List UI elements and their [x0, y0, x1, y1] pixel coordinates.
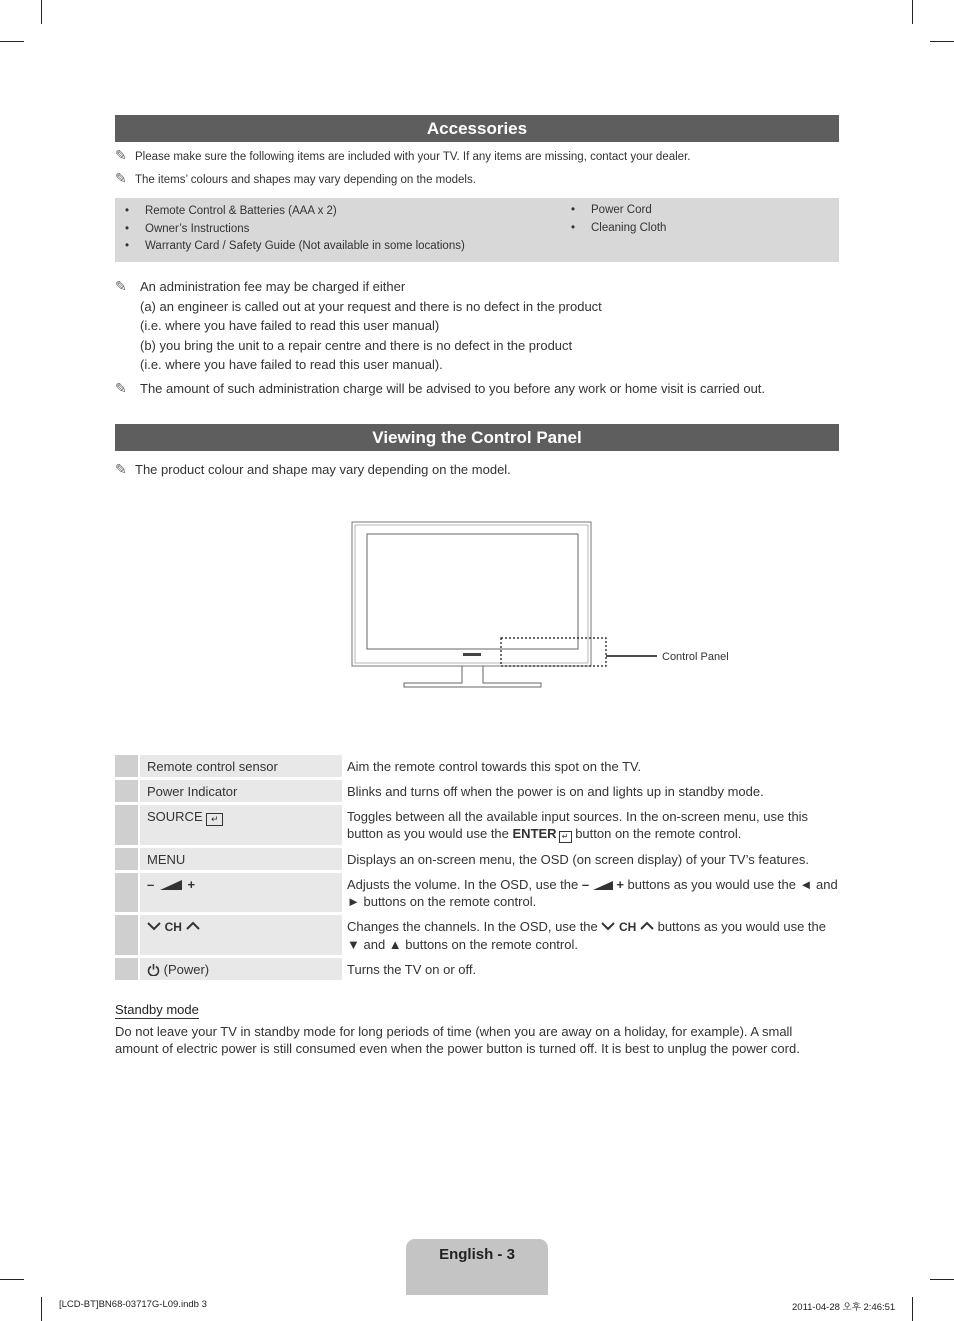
crop-mark: [912, 1297, 913, 1321]
table-row: [115, 755, 839, 777]
tv-bezel: [352, 522, 591, 666]
note-text: The product colour and shape may vary depending on the model.: [135, 462, 511, 477]
fee-line: (i.e. where you have failed to read this user manual).: [140, 357, 443, 372]
power-icon: [147, 963, 160, 976]
crop-mark: [930, 41, 954, 42]
chevron-down-icon: [601, 921, 615, 931]
accessories-list-box: [115, 198, 839, 262]
fee-final: The amount of such administration charge will be advised to you before any work or home visit is carried out.: [140, 380, 766, 396]
table-row: [115, 873, 839, 912]
row-marker: [115, 848, 138, 870]
page-number-tab: [406, 1239, 548, 1295]
fee-line: (i.e. where you have failed to read this user manual): [140, 318, 440, 333]
row-description: Displays an on-screen menu, the OSD (on screen display) of your TV’s features.: [347, 852, 809, 867]
control-panel-heading: Viewing the Control Panel: [115, 424, 839, 451]
page-label: English - 3: [439, 1246, 515, 1263]
source-label: SOURCE: [147, 809, 203, 824]
row-label: [138, 873, 342, 912]
tv-screen: [367, 534, 578, 649]
volume-plus-icon: +: [612, 877, 624, 892]
row-label: [138, 915, 342, 955]
list-item: • Warranty Card / Safety Guide (Not available in some locations): [115, 238, 465, 256]
row-marker: [115, 873, 138, 912]
enter-label: ENTER: [512, 826, 557, 841]
tv-diagram: [340, 515, 760, 695]
power-label: (Power): [163, 962, 210, 977]
pencil-note-icon: ✎: [115, 147, 127, 163]
fee-line: (a) an engineer is called out at your request and there is no defect in the product: [140, 298, 602, 314]
table-row: [115, 805, 839, 845]
row-description: [342, 873, 839, 912]
table-row: [115, 848, 839, 870]
row-marker: [115, 915, 138, 955]
list-item: • Owner’s Instructions: [115, 221, 465, 239]
volume-plus-icon: +: [187, 877, 196, 892]
table-row: [115, 780, 839, 802]
table-row: [115, 958, 839, 980]
channel-label: CH: [619, 920, 637, 934]
accessories-list-right: [561, 202, 666, 237]
list-item: • Remote Control & Batteries (AAA x 2): [115, 203, 465, 221]
desc-text: buttons as you would use the ◄ and ► buttons on the remote control.: [347, 877, 838, 909]
pencil-note-icon: ✎: [115, 461, 127, 477]
desc-text: Changes the channels. In the OSD, use the: [347, 919, 602, 934]
row-label: [138, 805, 342, 845]
footer-timestamp: 2011-04-28 오후 2:46:51: [792, 1302, 896, 1313]
pencil-note-icon: ✎: [115, 170, 127, 186]
control-panel-table: [115, 752, 839, 983]
volume-minus-icon: –: [147, 877, 155, 892]
crop-mark: [41, 1297, 42, 1321]
row-label: Remote control sensor: [138, 755, 342, 777]
source-icon: ↵: [206, 813, 223, 826]
accessories-note: [115, 147, 690, 164]
footer-file-name: [LCD-BT]BN68-03717G-L09.indb 3: [59, 1299, 207, 1310]
pencil-note-icon: ✎: [115, 278, 127, 294]
volume-icon: [160, 880, 182, 890]
chevron-down-icon: [147, 921, 161, 931]
standby-mode-text: Do not leave your TV in standby mode for long periods of time (when you are away on a holiday, for example). A small amount of electric power is still consumed even when the power button is turned off. It is best to unplug the power cord.: [115, 1024, 800, 1056]
row-description: Blinks and turns off when the power is on and lights up in standby mode.: [347, 784, 764, 799]
row-description: [342, 805, 839, 845]
list-item: • Power Cord: [561, 202, 666, 220]
row-label: MENU: [138, 848, 342, 870]
list-item: • Cleaning Cloth: [561, 220, 666, 238]
desc-text: buttons as you would use the ▼ and ▲ buttons on the remote control.: [347, 919, 826, 952]
desc-text: Adjusts the volume. In the OSD, use the: [347, 877, 582, 892]
row-description: Turns the TV on or off.: [347, 962, 477, 977]
accessories-note: [115, 170, 476, 187]
row-marker: [115, 755, 138, 777]
row-label: [138, 958, 342, 980]
chevron-up-icon: [640, 921, 654, 931]
table-row: [115, 915, 839, 955]
pencil-note-icon: ✎: [115, 379, 127, 396]
row-label: Power Indicator: [138, 780, 342, 802]
channel-label: CH: [164, 920, 182, 934]
enter-icon: ↵: [559, 831, 572, 843]
row-marker: [115, 805, 138, 845]
control-panel-note: [115, 461, 511, 478]
accessories-list-left: [115, 203, 465, 256]
note-text: Please make sure the following items are included with your TV. If any items are missing, contact your dealer.: [135, 151, 691, 163]
crop-mark: [0, 1279, 24, 1280]
control-panel-callout: Control Panel: [662, 651, 729, 663]
row-marker: [115, 958, 138, 980]
accessories-heading: Accessories: [115, 115, 839, 142]
tv-stand: [404, 666, 541, 687]
admin-fee-note: [115, 277, 765, 398]
standby-mode-heading: Standby mode: [115, 1002, 199, 1017]
row-description: Aim the remote control towards this spot on the TV.: [347, 759, 642, 774]
volume-minus-icon: –: [581, 877, 593, 892]
volume-icon: [593, 881, 613, 890]
desc-text: Toggles between all the available input sources. In the on-screen menu, use this button as you would use the: [347, 809, 809, 841]
crop-mark: [41, 0, 42, 24]
note-text: The items’ colours and shapes may vary depending on the models.: [135, 174, 476, 186]
fee-intro: An administration fee may be charged if either: [140, 279, 406, 294]
row-description: [342, 915, 839, 955]
row-marker: [115, 780, 138, 802]
desc-text: button on the remote control.: [571, 826, 742, 841]
control-panel-area: [501, 638, 606, 666]
crop-mark: [912, 0, 913, 24]
crop-mark: [0, 41, 24, 42]
fee-line: (b) you bring the unit to a repair centre and there is no defect in the product: [140, 337, 573, 353]
chevron-up-icon: [186, 921, 200, 931]
crop-mark: [930, 1279, 954, 1280]
